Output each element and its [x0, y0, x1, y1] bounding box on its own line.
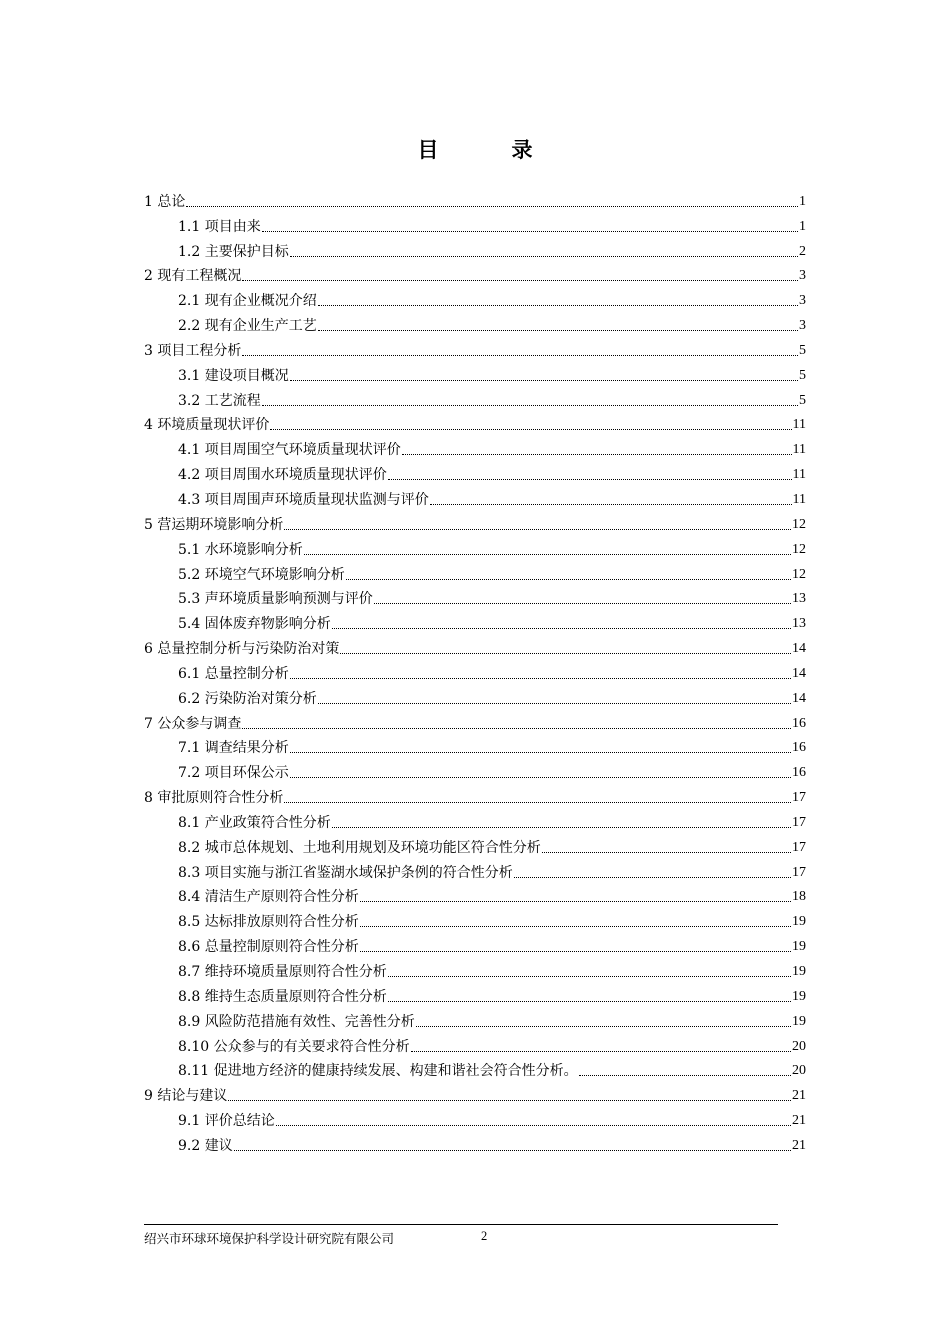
toc-entry-page-number: 16 — [792, 715, 806, 731]
toc-dot-leader — [290, 776, 791, 778]
toc-entry-page-number: 16 — [792, 740, 806, 756]
toc-entry-label: 4 环境质量现状评价 — [144, 417, 270, 434]
toc-entry-label: 7.1 调查结果分析 — [178, 740, 289, 757]
toc-dot-leader — [318, 329, 798, 331]
toc-entry-label: 8.4 清洁生产原则符合性分析 — [178, 889, 359, 906]
toc-entry-section[interactable] — [144, 708, 806, 733]
toc-dot-leader — [290, 379, 798, 381]
toc-dot-leader — [340, 652, 791, 654]
toc-entry-label: 3 项目工程分析 — [144, 342, 242, 359]
toc-dot-leader — [284, 528, 791, 530]
toc-entry-section[interactable] — [144, 782, 806, 807]
toc-entry-page-number: 17 — [792, 839, 806, 855]
toc-entry-subsection[interactable] — [144, 434, 806, 459]
toc-entry-page-number: 2 — [799, 243, 806, 259]
footer-divider — [144, 1224, 778, 1225]
toc-dot-leader — [318, 304, 798, 306]
toc-entry-page-number: 3 — [799, 293, 806, 309]
toc-entry-label: 6 总量控制分析与污染防治对策 — [144, 641, 340, 658]
toc-entry-section[interactable] — [144, 186, 806, 211]
toc-entry-subsection[interactable] — [144, 1056, 806, 1081]
toc-dot-leader — [411, 1050, 791, 1052]
toc-entry-page-number: 17 — [792, 864, 806, 880]
toc-dot-leader — [290, 677, 791, 679]
toc-entry-page-number: 19 — [792, 939, 806, 955]
toc-entry-subsection[interactable] — [144, 360, 806, 385]
toc-entry-page-number: 16 — [792, 765, 806, 781]
toc-entry-subsection[interactable] — [144, 1130, 806, 1155]
toc-dot-leader — [360, 950, 791, 952]
toc-entry-page-number: 17 — [792, 814, 806, 830]
toc-entry-page-number: 19 — [792, 964, 806, 979]
toc-dot-leader — [290, 751, 791, 753]
toc-entry-page-number: 19 — [792, 988, 806, 1004]
toc-dot-leader — [360, 925, 791, 927]
toc-entry-page-number: 14 — [792, 641, 806, 657]
footer-page-number: 2 — [481, 1229, 488, 1243]
toc-entry-subsection[interactable] — [144, 211, 806, 236]
toc-entry-subsection[interactable] — [144, 807, 806, 832]
toc-entry-label: 4.2 项目周围水环境质量现状评价 — [178, 467, 387, 484]
toc-entry-label: 6.2 污染防治对策分析 — [178, 690, 317, 707]
toc-entry-label: 1 总论 — [144, 193, 186, 210]
toc-dot-leader — [542, 851, 791, 853]
toc-entry-page-number: 17 — [792, 790, 806, 806]
toc-entry-page-number: 13 — [792, 591, 806, 607]
toc-entry-label: 1.1 项目由来 — [178, 218, 261, 235]
toc-entry-subsection[interactable] — [144, 757, 806, 782]
toc-entry-subsection[interactable] — [144, 931, 806, 956]
toc-entry-label: 8.7 维持环境质量原则符合性分析 — [178, 964, 387, 980]
page-title: 目 录 — [417, 138, 559, 162]
toc-entry-subsection[interactable] — [144, 956, 806, 981]
toc-entry-label: 7 公众参与调查 — [144, 715, 242, 732]
toc-dot-leader — [579, 1074, 791, 1076]
toc-entry-page-number: 5 — [799, 342, 806, 358]
toc-entry-label: 4.3 项目周围声环境质量现状监测与评价 — [178, 491, 429, 508]
toc-dot-leader — [514, 876, 791, 878]
toc-entry-section[interactable] — [144, 1080, 806, 1105]
toc-entry-label: 8.1 产业政策符合性分析 — [178, 814, 331, 831]
toc-entry-label: 5 营运期环境影响分析 — [144, 516, 284, 533]
toc-entry-label: 9.1 评价总结论 — [178, 1113, 275, 1130]
toc-entry-label: 5.2 环境空气环境影响分析 — [178, 566, 345, 583]
toc-dot-leader — [270, 428, 791, 430]
toc-entry-subsection[interactable] — [144, 385, 806, 410]
toc-entry-subsection[interactable] — [144, 484, 806, 509]
toc-entry-label: 8.10 公众参与的有关要求符合性分析 — [178, 1038, 410, 1055]
toc-entry-page-number: 3 — [799, 318, 806, 334]
toc-entry-page-number: 20 — [792, 1063, 806, 1079]
toc-entry-label: 6.1 总量控制分析 — [178, 665, 289, 682]
toc-entry-label: 4.1 项目周围空气环境质量现状评价 — [178, 442, 401, 459]
toc-dot-leader — [416, 1025, 791, 1027]
toc-entry-label: 8 审批原则符合性分析 — [144, 790, 284, 807]
toc-entry-label: 8.5 达标排放原则符合性分析 — [178, 914, 359, 931]
toc-entry-section[interactable] — [144, 633, 806, 658]
toc-entry-page-number: 11 — [792, 442, 806, 458]
toc-dot-leader — [234, 1149, 791, 1151]
toc-entry-page-number: 12 — [792, 541, 806, 557]
toc-dot-leader — [262, 404, 798, 406]
toc-entry-page-number: 19 — [792, 1013, 806, 1029]
toc-entry-label: 8.2 城市总体规划、土地利用规划及环境功能区符合性分析 — [178, 839, 541, 856]
toc-dot-leader — [242, 279, 798, 281]
toc-entry-page-number: 11 — [792, 467, 806, 483]
toc-dot-leader — [284, 801, 791, 803]
toc-entry-subsection[interactable] — [144, 981, 806, 1006]
toc-entry-label: 8.9 风险防范措施有效性、完善性分析 — [178, 1013, 415, 1030]
toc-dot-leader — [388, 1000, 791, 1002]
toc-entry-subsection[interactable] — [144, 1105, 806, 1130]
toc-entry-label: 5.1 水环境影响分析 — [178, 541, 303, 558]
toc-dot-leader — [186, 205, 798, 207]
toc-entry-label: 2.1 现有企业概况介绍 — [178, 293, 317, 310]
toc-dot-leader — [346, 578, 791, 580]
toc-entry-subsection[interactable] — [144, 459, 806, 484]
toc-entry-label: 8.3 项目实施与浙江省鉴湖水域保护条例的符合性分析 — [178, 864, 513, 881]
toc-entry-label: 5.3 声环境质量影响预测与评价 — [178, 591, 373, 608]
toc-dot-leader — [402, 453, 792, 455]
toc-entry-label: 2 现有工程概况 — [144, 268, 242, 285]
toc-entry-page-number: 3 — [799, 268, 806, 284]
toc-dot-leader — [332, 627, 791, 629]
toc-dot-leader — [228, 1099, 791, 1101]
footer-company-name: 绍兴市环球环境保护科学设计研究院有限公司 — [144, 1231, 395, 1246]
toc-dot-leader — [290, 255, 798, 257]
toc-entry-page-number: 20 — [792, 1038, 806, 1054]
toc-entry-subsection[interactable] — [144, 658, 806, 683]
toc-entry-label: 1.2 主要保护目标 — [178, 243, 289, 260]
table-of-contents — [144, 186, 806, 1155]
toc-entry-subsection[interactable] — [144, 1031, 806, 1056]
toc-entry-label: 8.11 促进地方经济的健康持续发展、构建和谐社会符合性分析。 — [178, 1063, 578, 1080]
toc-dot-leader — [374, 602, 791, 604]
toc-dot-leader — [430, 503, 792, 505]
toc-entry-page-number: 1 — [799, 218, 806, 234]
toc-entry-label: 8.8 维持生态质量原则符合性分析 — [178, 988, 387, 1005]
toc-entry-label: 2.2 现有企业生产工艺 — [178, 318, 317, 335]
toc-entry-label: 7.2 项目环保公示 — [178, 765, 289, 782]
toc-entry-label: 3.2 工艺流程 — [178, 392, 261, 409]
toc-entry-label: 9.2 建议 — [178, 1137, 233, 1154]
toc-entry-subsection[interactable] — [144, 534, 806, 559]
toc-entry-label: 5.4 固体废弃物影响分析 — [178, 616, 331, 633]
toc-entry-page-number: 11 — [792, 491, 806, 507]
toc-entry-page-number: 11 — [792, 417, 806, 433]
toc-entry-section[interactable] — [144, 261, 806, 286]
toc-dot-leader — [360, 900, 791, 902]
toc-entry-subsection[interactable] — [144, 584, 806, 609]
toc-entry-subsection[interactable] — [144, 559, 806, 584]
toc-entry-subsection[interactable] — [144, 1006, 806, 1031]
toc-dot-leader — [304, 553, 791, 555]
toc-entry-subsection[interactable] — [144, 310, 806, 335]
toc-entry-page-number: 21 — [792, 1137, 806, 1153]
toc-entry-page-number: 21 — [792, 1113, 806, 1129]
toc-entry-subsection[interactable] — [144, 285, 806, 310]
toc-entry-section[interactable] — [144, 509, 806, 534]
toc-entry-subsection[interactable] — [144, 906, 806, 931]
toc-entry-page-number: 13 — [792, 616, 806, 632]
toc-dot-leader — [388, 478, 792, 480]
toc-dot-leader — [318, 702, 791, 704]
toc-entry-page-number: 19 — [792, 914, 806, 930]
toc-entry-page-number: 14 — [792, 690, 806, 706]
toc-entry-subsection[interactable] — [144, 882, 806, 907]
toc-entry-page-number: 14 — [792, 665, 806, 681]
toc-entry-label: 8.6 总量控制原则符合性分析 — [178, 939, 359, 956]
toc-entry-page-number: 18 — [792, 889, 806, 905]
toc-entry-page-number: 12 — [792, 566, 806, 582]
toc-entry-subsection[interactable] — [144, 832, 806, 857]
toc-entry-subsection[interactable] — [144, 857, 806, 882]
toc-entry-label: 3.1 建设项目概况 — [178, 367, 289, 384]
toc-entry-page-number: 21 — [792, 1088, 806, 1104]
toc-entry-subsection[interactable] — [144, 733, 806, 758]
toc-entry-page-number: 12 — [792, 516, 806, 532]
toc-dot-leader — [332, 826, 791, 828]
toc-dot-leader — [242, 727, 791, 729]
toc-dot-leader — [276, 1124, 791, 1126]
toc-entry-label: 9 结论与建议 — [144, 1088, 228, 1105]
toc-entry-subsection[interactable] — [144, 683, 806, 708]
toc-dot-leader — [242, 354, 798, 356]
toc-dot-leader — [262, 230, 798, 232]
toc-entry-section[interactable] — [144, 410, 806, 435]
toc-entry-page-number: 5 — [799, 392, 806, 408]
toc-entry-subsection[interactable] — [144, 236, 806, 261]
toc-entry-section[interactable] — [144, 335, 806, 360]
toc-dot-leader — [388, 975, 791, 977]
toc-entry-page-number: 1 — [799, 193, 806, 209]
toc-entry-subsection[interactable] — [144, 608, 806, 633]
toc-entry-page-number: 5 — [799, 367, 806, 383]
